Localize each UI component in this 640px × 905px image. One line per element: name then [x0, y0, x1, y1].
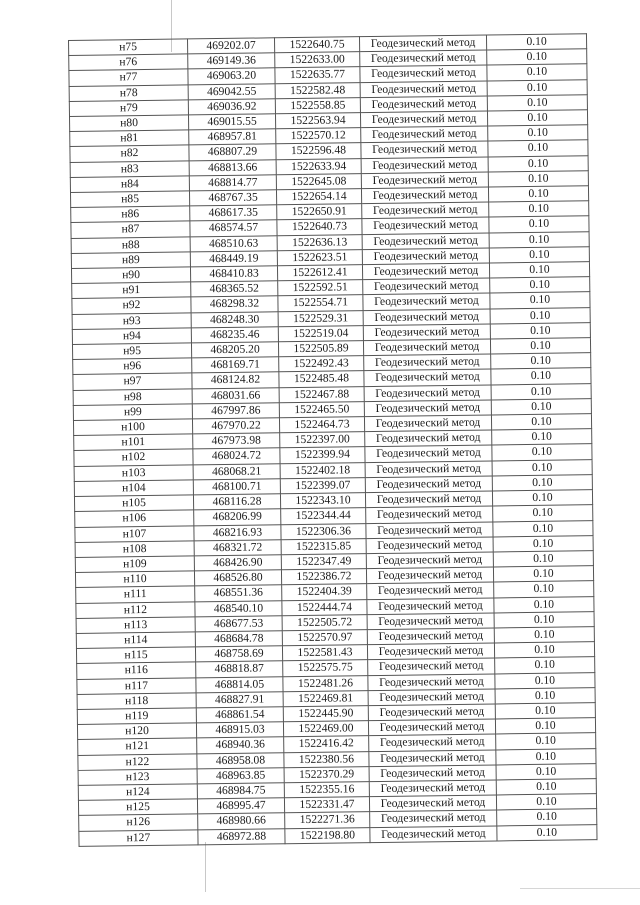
point-id-cell: н125: [78, 799, 197, 816]
point-id-cell: н98: [73, 389, 192, 406]
accuracy-cell: 0.10: [487, 110, 587, 127]
y-coordinate-cell: 1522596.48: [276, 143, 361, 159]
y-coordinate-cell: 1522469.81: [283, 690, 368, 706]
point-id-cell: н84: [70, 176, 189, 193]
y-coordinate-cell: 1522370.29: [284, 766, 369, 782]
x-coordinate-cell: 468248.30: [191, 311, 278, 327]
method-cell: Геодезический метод: [364, 385, 491, 402]
y-coordinate-cell: 1522386.72: [281, 569, 366, 585]
y-coordinate-cell: 1522485.48: [279, 371, 364, 387]
point-id-cell: н93: [72, 313, 191, 330]
point-id-cell: н85: [70, 191, 189, 208]
x-coordinate-cell: 468984.75: [197, 783, 284, 799]
point-id-cell: н75: [69, 39, 188, 56]
point-id-cell: н115: [76, 647, 195, 664]
method-cell: Геодезический метод: [370, 826, 497, 843]
x-coordinate-cell: 467997.86: [192, 403, 279, 419]
point-id-cell: н89: [71, 252, 190, 269]
y-coordinate-cell: 1522315.85: [281, 538, 366, 554]
method-cell: Геодезический метод: [363, 293, 490, 310]
x-coordinate-cell: 468206.99: [194, 509, 281, 525]
accuracy-cell: 0.10: [490, 307, 590, 324]
point-id-cell: н104: [74, 480, 193, 497]
accuracy-cell: 0.10: [497, 824, 597, 841]
point-id-cell: н123: [78, 769, 197, 786]
point-id-cell: н116: [77, 662, 196, 679]
x-coordinate-cell: 468321.72: [194, 539, 281, 555]
accuracy-cell: 0.10: [494, 642, 594, 659]
coordinates-table: [68, 33, 598, 846]
x-coordinate-cell: 468410.83: [190, 266, 277, 282]
y-coordinate-cell: 1522570.12: [276, 128, 361, 144]
accuracy-cell: 0.10: [496, 763, 596, 780]
accuracy-cell: 0.10: [488, 155, 588, 172]
accuracy-cell: 0.10: [494, 581, 594, 598]
accuracy-cell: 0.10: [495, 718, 595, 735]
accuracy-cell: 0.10: [492, 444, 592, 461]
x-coordinate-cell: 468915.03: [196, 722, 283, 738]
method-cell: Геодезический метод: [366, 521, 493, 538]
method-cell: Геодезический метод: [360, 65, 487, 82]
point-id-cell: н124: [78, 784, 197, 801]
y-coordinate-cell: 1522623.51: [277, 250, 362, 266]
accuracy-cell: 0.10: [486, 34, 586, 51]
method-cell: Геодезический метод: [366, 506, 493, 523]
accuracy-cell: 0.10: [488, 171, 588, 188]
y-coordinate-cell: 1522355.16: [284, 782, 369, 798]
method-cell: Геодезический метод: [366, 537, 493, 554]
accuracy-cell: 0.10: [495, 657, 595, 674]
accuracy-cell: 0.10: [493, 505, 593, 522]
method-cell: Геодезический метод: [367, 643, 494, 660]
x-coordinate-cell: 468116.28: [193, 494, 280, 510]
method-cell: Геодезический метод: [362, 248, 489, 265]
accuracy-cell: 0.10: [489, 262, 589, 279]
accuracy-cell: 0.10: [495, 703, 595, 720]
method-cell: Геодезический метод: [368, 689, 495, 706]
y-coordinate-cell: 1522640.75: [274, 37, 359, 53]
x-coordinate-cell: 467970.22: [192, 418, 279, 434]
accuracy-cell: 0.10: [492, 490, 592, 507]
y-coordinate-cell: 1522650.91: [277, 204, 362, 220]
method-cell: Геодезический метод: [364, 354, 491, 371]
y-coordinate-cell: 1522582.48: [275, 82, 360, 98]
accuracy-cell: 0.10: [491, 368, 591, 385]
point-id-cell: н81: [70, 130, 189, 147]
accuracy-cell: 0.10: [493, 551, 593, 568]
method-cell: Геодезический метод: [361, 157, 488, 174]
method-cell: Геодезический метод: [370, 810, 497, 827]
point-id-cell: н109: [75, 556, 194, 573]
x-coordinate-cell: 468449.19: [190, 251, 277, 267]
method-cell: Геодезический метод: [369, 780, 496, 797]
x-coordinate-cell: 468617.35: [190, 205, 277, 221]
x-coordinate-cell: 468807.29: [189, 144, 276, 160]
scan-edge-mark-bottom: [205, 842, 206, 892]
point-id-cell: н77: [69, 69, 188, 86]
x-coordinate-cell: 469036.92: [188, 99, 275, 115]
y-coordinate-cell: 1522481.26: [283, 675, 368, 691]
method-cell: Геодезический метод: [361, 126, 488, 143]
x-coordinate-cell: 468024.72: [193, 448, 280, 464]
point-id-cell: н88: [71, 237, 190, 254]
x-coordinate-cell: 469042.55: [188, 83, 275, 99]
y-coordinate-cell: 1522271.36: [285, 812, 370, 828]
y-coordinate-cell: 1522633.00: [275, 52, 360, 68]
accuracy-cell: 0.10: [495, 672, 595, 689]
method-cell: Геодезический метод: [362, 233, 489, 250]
point-id-cell: н107: [75, 525, 194, 542]
point-id-cell: н92: [72, 297, 191, 314]
y-coordinate-cell: 1522399.07: [280, 478, 365, 494]
point-id-cell: н101: [74, 434, 193, 451]
y-coordinate-cell: 1522581.43: [282, 645, 367, 661]
method-cell: Геодезический метод: [368, 704, 495, 721]
method-cell: Геодезический метод: [368, 673, 495, 690]
accuracy-cell: 0.10: [488, 140, 588, 157]
point-id-cell: н108: [75, 541, 194, 558]
x-coordinate-cell: 468827.91: [196, 691, 283, 707]
point-id-cell: н102: [74, 449, 193, 466]
point-id-cell: н96: [73, 358, 192, 375]
method-cell: Геодезический метод: [365, 430, 492, 447]
point-id-cell: н126: [79, 814, 198, 831]
y-coordinate-cell: 1522306.36: [281, 523, 366, 539]
method-cell: Геодезический метод: [365, 476, 492, 493]
method-cell: Геодезический метод: [368, 658, 495, 675]
x-coordinate-cell: 468972.88: [198, 828, 285, 844]
point-id-cell: н94: [72, 328, 191, 345]
accuracy-cell: 0.10: [497, 809, 597, 826]
x-coordinate-cell: 468235.46: [191, 327, 278, 343]
y-coordinate-cell: 1522347.49: [281, 554, 366, 570]
accuracy-cell: 0.10: [491, 353, 591, 370]
x-coordinate-cell: 468031.66: [192, 387, 279, 403]
point-id-cell: н110: [75, 571, 194, 588]
method-cell: Геодезический метод: [365, 461, 492, 478]
x-coordinate-cell: 468205.20: [191, 342, 278, 358]
coordinates-table-body: [69, 34, 598, 846]
accuracy-cell: 0.10: [490, 292, 590, 309]
method-cell: Геодезический метод: [363, 278, 490, 295]
y-coordinate-cell: 1522465.50: [279, 402, 364, 418]
point-id-cell: н100: [73, 419, 192, 436]
y-coordinate-cell: 1522612.41: [277, 265, 362, 281]
y-coordinate-cell: 1522636.13: [277, 234, 362, 250]
accuracy-cell: 0.10: [487, 49, 587, 66]
accuracy-cell: 0.10: [491, 414, 591, 431]
method-cell: Геодезический метод: [362, 202, 489, 219]
accuracy-cell: 0.10: [494, 596, 594, 613]
y-coordinate-cell: 1522444.74: [282, 599, 367, 615]
method-cell: Геодезический метод: [361, 141, 488, 158]
accuracy-cell: 0.10: [488, 186, 588, 203]
x-coordinate-cell: 468995.47: [197, 798, 284, 814]
x-coordinate-cell: 468298.32: [191, 296, 278, 312]
x-coordinate-cell: 469015.55: [188, 114, 275, 130]
x-coordinate-cell: 468957.81: [189, 129, 276, 145]
x-coordinate-cell: 468510.63: [190, 235, 277, 251]
x-coordinate-cell: 468980.66: [198, 813, 285, 829]
method-cell: Геодезический метод: [363, 324, 490, 341]
method-cell: Геодезический метод: [361, 172, 488, 189]
y-coordinate-cell: 1522563.94: [275, 113, 360, 129]
x-coordinate-cell: 468814.05: [196, 676, 283, 692]
y-coordinate-cell: 1522635.77: [275, 67, 360, 83]
method-cell: Геодезический метод: [364, 415, 491, 432]
method-cell: Геодезический метод: [366, 567, 493, 584]
method-cell: Геодезический метод: [369, 765, 496, 782]
point-id-cell: н79: [69, 100, 188, 117]
method-cell: Геодезический метод: [363, 339, 490, 356]
y-coordinate-cell: 1522399.94: [280, 447, 365, 463]
point-id-cell: н119: [77, 708, 196, 725]
y-coordinate-cell: 1522380.56: [284, 751, 369, 767]
accuracy-cell: 0.10: [487, 64, 587, 81]
y-coordinate-cell: 1522529.31: [278, 310, 363, 326]
point-id-cell: н103: [74, 465, 193, 482]
point-id-cell: н90: [71, 267, 190, 284]
method-cell: Геодезический метод: [360, 81, 487, 98]
x-coordinate-cell: 469202.07: [187, 38, 274, 54]
x-coordinate-cell: 468365.52: [191, 281, 278, 297]
y-coordinate-cell: 1522344.44: [281, 508, 366, 524]
y-coordinate-cell: 1522505.72: [282, 614, 367, 630]
method-cell: Геодезический метод: [366, 552, 493, 569]
y-coordinate-cell: 1522570.97: [282, 630, 367, 646]
accuracy-cell: 0.10: [496, 733, 596, 750]
x-coordinate-cell: 468963.85: [197, 767, 284, 783]
y-coordinate-cell: 1522554.71: [278, 295, 363, 311]
point-id-cell: н113: [76, 617, 195, 634]
method-cell: Геодезический метод: [367, 628, 494, 645]
x-coordinate-cell: 468216.93: [194, 524, 281, 540]
accuracy-cell: 0.10: [489, 216, 589, 233]
method-cell: Геодезический метод: [365, 445, 492, 462]
accuracy-cell: 0.10: [490, 323, 590, 340]
point-id-cell: н106: [75, 510, 194, 527]
accuracy-cell: 0.10: [493, 520, 593, 537]
x-coordinate-cell: 468758.69: [195, 646, 282, 662]
y-coordinate-cell: 1522469.00: [283, 721, 368, 737]
y-coordinate-cell: 1522331.47: [284, 797, 369, 813]
method-cell: Геодезический метод: [367, 582, 494, 599]
accuracy-cell: 0.10: [494, 627, 594, 644]
x-coordinate-cell: 468526.80: [194, 570, 281, 586]
y-coordinate-cell: 1522640.73: [277, 219, 362, 235]
x-coordinate-cell: 469149.36: [188, 53, 275, 69]
accuracy-cell: 0.10: [490, 277, 590, 294]
x-coordinate-cell: 468100.71: [193, 479, 280, 495]
point-id-cell: н97: [73, 373, 192, 390]
x-coordinate-cell: 468574.57: [190, 220, 277, 236]
accuracy-cell: 0.10: [490, 338, 590, 355]
point-id-cell: н87: [71, 221, 190, 238]
scan-edge-mark-corner: [520, 888, 640, 889]
accuracy-cell: 0.10: [487, 79, 587, 96]
coordinates-table-wrapper: [68, 33, 598, 846]
y-coordinate-cell: 1522592.51: [278, 280, 363, 296]
y-coordinate-cell: 1522492.43: [279, 356, 364, 372]
x-coordinate-cell: 468958.08: [197, 752, 284, 768]
method-cell: Геодезический метод: [360, 96, 487, 113]
x-coordinate-cell: 468068.21: [193, 463, 280, 479]
y-coordinate-cell: 1522633.94: [276, 158, 361, 174]
point-id-cell: н95: [72, 343, 191, 360]
accuracy-cell: 0.10: [492, 429, 592, 446]
method-cell: Геодезический метод: [364, 369, 491, 386]
method-cell: Геодезический метод: [359, 35, 486, 52]
accuracy-cell: 0.10: [489, 231, 589, 248]
accuracy-cell: 0.10: [493, 535, 593, 552]
y-coordinate-cell: 1522505.89: [278, 341, 363, 357]
x-coordinate-cell: 468540.10: [195, 600, 282, 616]
accuracy-cell: 0.10: [488, 125, 588, 142]
y-coordinate-cell: 1522467.88: [279, 386, 364, 402]
x-coordinate-cell: 468169.71: [192, 357, 279, 373]
accuracy-cell: 0.10: [496, 779, 596, 796]
x-coordinate-cell: 468677.53: [195, 615, 282, 631]
y-coordinate-cell: 1522404.39: [282, 584, 367, 600]
point-id-cell: н112: [76, 601, 195, 618]
point-id-cell: н99: [73, 404, 192, 421]
point-id-cell: н80: [70, 115, 189, 132]
x-coordinate-cell: 468861.54: [196, 707, 283, 723]
accuracy-cell: 0.10: [496, 748, 596, 765]
x-coordinate-cell: 468813.66: [189, 159, 276, 175]
y-coordinate-cell: 1522343.10: [280, 493, 365, 509]
y-coordinate-cell: 1522519.04: [278, 326, 363, 342]
x-coordinate-cell: 468767.35: [189, 190, 276, 206]
method-cell: Геодезический метод: [367, 597, 494, 614]
y-coordinate-cell: 1522645.08: [276, 174, 361, 190]
method-cell: Геодезический метод: [369, 734, 496, 751]
method-cell: Геодезический метод: [369, 795, 496, 812]
point-id-cell: н114: [76, 632, 195, 649]
point-id-cell: н111: [76, 586, 195, 603]
y-coordinate-cell: 1522558.85: [275, 97, 360, 113]
point-id-cell: н121: [78, 738, 197, 755]
y-coordinate-cell: 1522397.00: [280, 432, 365, 448]
x-coordinate-cell: 468551.36: [195, 585, 282, 601]
accuracy-cell: 0.10: [492, 475, 592, 492]
y-coordinate-cell: 1522402.18: [280, 462, 365, 478]
method-cell: Геодезический метод: [363, 309, 490, 326]
point-id-cell: н82: [70, 145, 189, 162]
point-id-cell: н120: [77, 723, 196, 740]
point-id-cell: н118: [77, 693, 196, 710]
method-cell: Геодезический метод: [368, 719, 495, 736]
point-id-cell: н122: [78, 753, 197, 770]
point-id-cell: н91: [72, 282, 191, 299]
accuracy-cell: 0.10: [494, 611, 594, 628]
point-id-cell: н78: [69, 85, 188, 102]
accuracy-cell: 0.10: [491, 399, 591, 416]
x-coordinate-cell: 467973.98: [193, 433, 280, 449]
point-id-cell: н117: [77, 677, 196, 694]
accuracy-cell: 0.10: [487, 95, 587, 112]
x-coordinate-cell: 468124.82: [192, 372, 279, 388]
accuracy-cell: 0.10: [493, 566, 593, 583]
method-cell: Геодезический метод: [360, 111, 487, 128]
method-cell: Геодезический метод: [360, 50, 487, 67]
y-coordinate-cell: 1522445.90: [283, 706, 368, 722]
accuracy-cell: 0.10: [496, 794, 596, 811]
x-coordinate-cell: 468818.87: [196, 661, 283, 677]
x-coordinate-cell: 468426.90: [194, 555, 281, 571]
method-cell: Геодезический метод: [362, 263, 489, 280]
method-cell: Геодезический метод: [365, 491, 492, 508]
accuracy-cell: 0.10: [492, 459, 592, 476]
y-coordinate-cell: 1522464.73: [279, 417, 364, 433]
x-coordinate-cell: 469063.20: [188, 68, 275, 84]
point-id-cell: н105: [74, 495, 193, 512]
accuracy-cell: 0.10: [489, 201, 589, 218]
x-coordinate-cell: 468814.77: [189, 175, 276, 191]
method-cell: Геодезический метод: [369, 750, 496, 767]
method-cell: Геодезический метод: [361, 187, 488, 204]
y-coordinate-cell: 1522198.80: [285, 827, 370, 843]
point-id-cell: н83: [70, 161, 189, 178]
accuracy-cell: 0.10: [491, 383, 591, 400]
x-coordinate-cell: 468684.78: [195, 631, 282, 647]
y-coordinate-cell: 1522416.42: [284, 736, 369, 752]
method-cell: Геодезический метод: [362, 217, 489, 234]
method-cell: Геодезический метод: [367, 613, 494, 630]
y-coordinate-cell: 1522654.14: [276, 189, 361, 205]
method-cell: Геодезический метод: [364, 400, 491, 417]
accuracy-cell: 0.10: [495, 687, 595, 704]
point-id-cell: н86: [71, 206, 190, 223]
x-coordinate-cell: 468940.36: [197, 737, 284, 753]
y-coordinate-cell: 1522575.75: [283, 660, 368, 676]
point-id-cell: н76: [69, 54, 188, 71]
point-id-cell: н127: [79, 829, 198, 846]
accuracy-cell: 0.10: [489, 247, 589, 264]
